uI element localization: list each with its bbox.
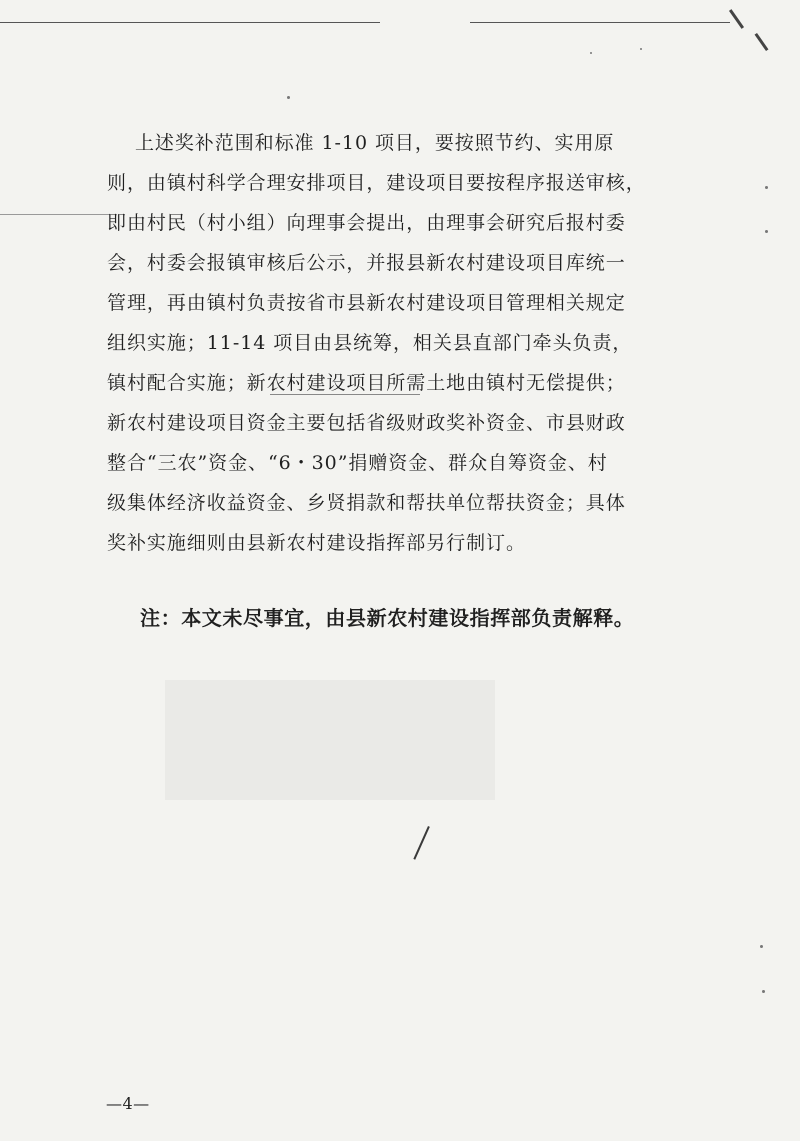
- scan-speck: [760, 945, 763, 948]
- page-number: —4—: [106, 1094, 150, 1113]
- scan-speck: [765, 186, 768, 189]
- paragraph-line: 奖补实施细则由县新农村建设指挥部另行制订。: [107, 532, 526, 554]
- scan-speck: [762, 990, 765, 993]
- body-paragraph: [107, 123, 682, 563]
- bleed-through-area: [165, 680, 495, 800]
- paragraph-line: 会，村委会报镇审核后公示，并报县新农村建设项目库统一: [107, 252, 626, 274]
- paragraph-line: 则，由镇村科学合理安排项目，建设项目要按程序报送审核，: [107, 172, 646, 194]
- paragraph-line: 组织实施；11-14 项目由县统筹，相关县直部门牵头负责，: [107, 332, 633, 354]
- scan-speck: [287, 96, 290, 99]
- note-text: 注：本文未尽事宜，由县新农村建设指挥部负责解释。: [140, 606, 635, 630]
- paragraph-line: 整合“三农”资金、“6・30”捐赠资金、群众自筹资金、村: [107, 452, 608, 474]
- staple-mark: [729, 9, 744, 29]
- paragraph-line: 级集体经济收益资金、乡贤捐款和帮扶单位帮扶资金；具体: [107, 492, 626, 514]
- scan-top-rule: [0, 22, 380, 23]
- paragraph-line: 新农村建设项目资金主要包括省级财政奖补资金、市县财政: [107, 412, 626, 434]
- scan-speck: [765, 230, 768, 233]
- pen-stroke-mark: [413, 826, 429, 860]
- paragraph-line: 上述奖补范围和标准 1-10 项目，要按照节约、实用原: [107, 132, 615, 154]
- staple-mark-2: [755, 33, 769, 51]
- scan-speck: [590, 52, 592, 54]
- scan-side-rule: [0, 214, 110, 215]
- scan-speck: [640, 48, 642, 50]
- paragraph-line: 镇村配合实施；新农村建设项目所需土地由镇村无偿提供；: [107, 372, 626, 394]
- paragraph-line: 即由村民（村小组）向理事会提出，由理事会研究后报村委: [107, 212, 626, 234]
- paragraph-line: 管理，再由镇村负责按省市县新农村建设项目管理相关规定: [107, 292, 626, 314]
- scan-top-rule-right: [470, 22, 730, 23]
